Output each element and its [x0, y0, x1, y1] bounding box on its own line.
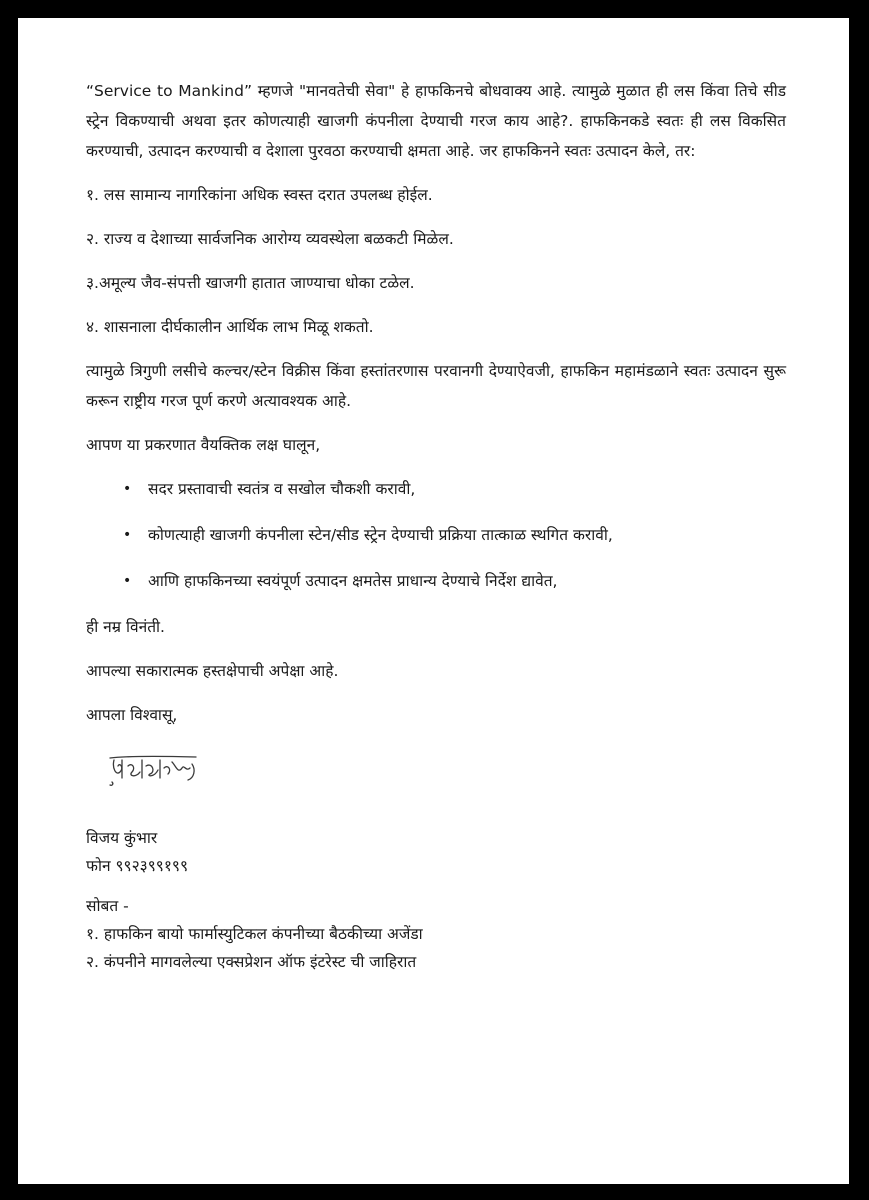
point-2: २. राज्य व देशाच्या सार्वजनिक आरोग्य व्यवस्थेला बळकटी मिळेल.: [86, 230, 454, 248]
point-3: ३.अमूल्य जैव-संपत्ती खाजगी हातात जाण्याचा धोका टळेल.: [86, 274, 415, 292]
conclusion-paragraph: त्यामुळे त्रिगुणी लसीचे कल्चर/स्टेन विक्रीस किंवा हस्तांतरणास परवानगी देण्याऐवजी, हाफकिन महामंडळाने स्वतः उत्पादन सुरू करून राष्ट्रीय गरज पूर्ण करणे अत्यावश्यक आहे.: [86, 362, 786, 410]
request-list: [86, 474, 786, 596]
point-1: १. लस सामान्य नागरिकांना अधिक स्वस्त दरात उपलब्ध होईल.: [86, 186, 433, 204]
humble-request: ही नम्र विनंती.: [86, 618, 165, 636]
letter-page: [18, 18, 849, 1184]
request-item-2: • कोणत्याही खाजगी कंपनीला स्टेन/सीड स्ट्रेन देण्याची प्रक्रिया तात्काळ स्थगित करावी,: [86, 520, 786, 550]
request-intro: आपण या प्रकरणात वैयक्तिक लक्ष घालून,: [86, 436, 321, 454]
sender-phone: फोन ९९२३९९१९९: [86, 857, 189, 875]
request-item-3: • आणि हाफकिनच्या स्वयंपूर्ण उत्पादन क्षमतेस प्राधान्य देण्याचे निर्देश द्यावेत,: [86, 566, 786, 596]
enclosures-label: सोबत -: [86, 897, 129, 915]
enclosure-1: १. हाफकिन बायो फार्मास्युटिकल कंपनीच्या बैठकीच्या अजेंडा: [86, 925, 423, 943]
request-item-1: • सदर प्रस्तावाची स्वतंत्र व सखोल चौकशी करावी,: [86, 474, 786, 504]
sender-name: विजय कुंभार: [86, 829, 158, 847]
intro-paragraph: “Service to Mankind” म्हणजे "मानवतेची सेवा" हे हाफकिनचे बोधवाक्य आहे. त्यामुळे मुळात ही लस किंवा तिचे सीड स्ट्रेन विकण्याची अथवा इतर कोणत्याही खाजगी कंपनीला देण्याची गरज काय आहे?. हाफकिनकडे स्वतः ही लस विकसित करण्याची, उत्पादन करण्याची व देशाला पुरवठा करण्याची क्षमता आहे. जर हाफकिनने स्वतः उत्पादन केले, तर:: [86, 82, 786, 160]
letter-body: [86, 76, 786, 976]
signature-image: [106, 748, 216, 796]
closing-line: आपला विश्वासू,: [86, 706, 178, 724]
enclosure-2: २. कंपनीने मागवलेल्या एक्सप्रेशन ऑफ इंटरेस्ट ची जाहिरात: [86, 953, 417, 971]
expectation-line: आपल्या सकारात्मक हस्तक्षेपाची अपेक्षा आहे.: [86, 662, 339, 680]
point-4: ४. शासनाला दीर्घकालीन आर्थिक लाभ मिळू शकतो.: [86, 318, 374, 336]
handwritten-signature: [106, 748, 786, 796]
